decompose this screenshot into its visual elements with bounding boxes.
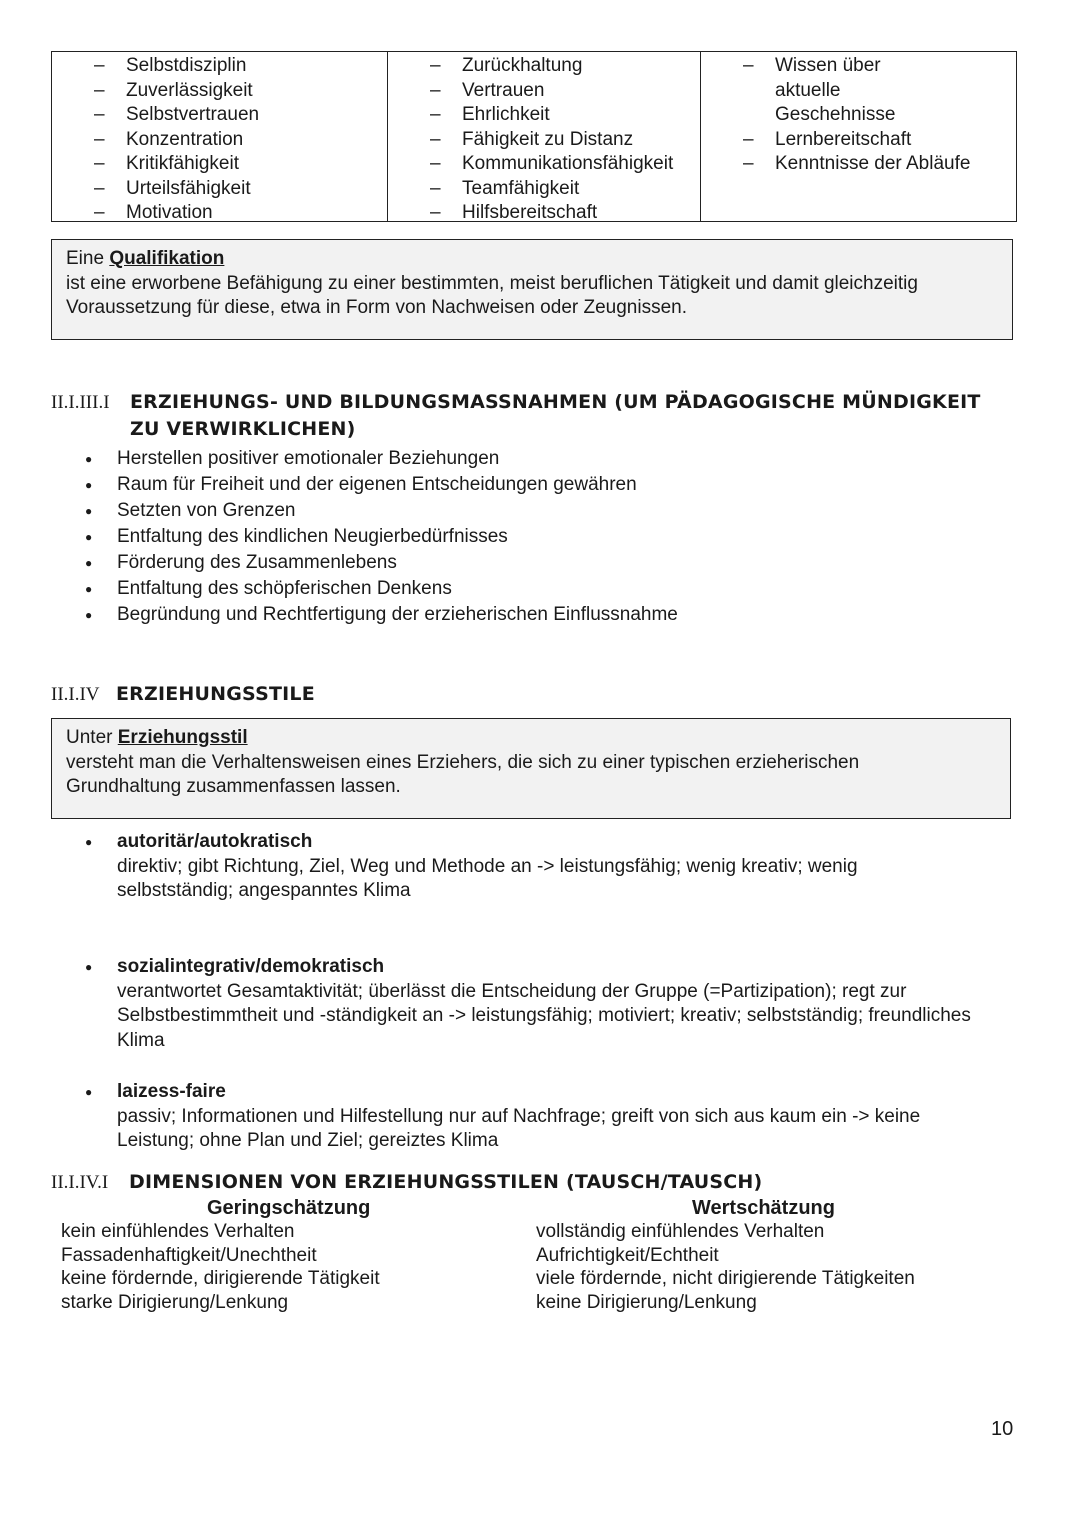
list-item: ● Herstellen positiver emotionaler Beziehungen	[51, 446, 951, 472]
list-item: ● Entfaltung des kindlichen Neugierbedürfnisses	[51, 524, 951, 550]
erziehungsstil-definition-box	[51, 718, 1011, 819]
dimension-item: vollständig einfühlendes Verhalten	[536, 1221, 825, 1242]
list-item: – Vertrauen	[388, 79, 700, 104]
list-item: – Lernbereitschaft	[701, 128, 951, 153]
list-item: – Konzentration	[52, 128, 387, 153]
skills-column-social	[388, 52, 701, 221]
list-item: ● Setzten von Grenzen	[51, 498, 951, 524]
definition-term: Qualifikation	[109, 248, 225, 269]
qualifikation-definition-box	[51, 239, 1013, 340]
dimension-item: starke Dirigierung/Lenkung	[61, 1291, 289, 1313]
style-name: laizess-faire	[117, 1081, 226, 1102]
list-item: – Ehrlichkeit	[388, 103, 700, 128]
style-item-laissez-faire	[51, 1080, 1031, 1154]
style-name: autoritär/autokratisch	[117, 831, 313, 852]
section-heading-massnahmen	[51, 389, 1011, 443]
list-item: – Selbstdisziplin	[52, 54, 387, 79]
definition-prefix: Eine	[66, 248, 110, 269]
dash-list	[701, 54, 971, 177]
list-item: – Zurückhaltung	[388, 54, 700, 79]
list-item: – Zuverlässigkeit	[52, 79, 387, 104]
bullet-icon: ●	[85, 835, 93, 849]
section-title: ERZIEHUNGS- UND BILDUNGSMASSNAHMEN (UM PÄDAGOGISCHE MÜNDIGKEIT ZU VERWIRKLICHEN)	[130, 391, 981, 440]
list-item: – Kommunikationsfähigkeit	[388, 152, 700, 177]
list-item: – Fähigkeit zu Distanz	[388, 128, 700, 153]
section-number: II.I.III.I	[51, 392, 110, 413]
dimension-item: Aufrichtigkeit/Echtheit	[536, 1244, 719, 1266]
style-item-autoritaer	[51, 830, 1031, 904]
dimension-column-right	[536, 1220, 915, 1314]
dimension-head-right: Wertschätzung	[692, 1197, 835, 1219]
definition-text: ist eine erworbene Befähigung zu einer bestimmten, meist beruflichen Tätigkeit und damit gleichzeitig Voraussetzung für diese, etwa in Form von Nachweisen oder Zeugnissen.	[66, 272, 918, 318]
list-item: – Motivation	[52, 201, 387, 226]
style-description: direktiv; gibt Richtung, Ziel, Weg und Methode an -> leistungsfähig; wenig kreativ; wenig selbstständig; angespanntes Klima	[117, 855, 858, 901]
section-heading-erziehungsstile	[51, 681, 315, 708]
list-item: ● Raum für Freiheit und der eigenen Entscheidungen gewähren	[51, 472, 951, 498]
bullet-icon: ●	[85, 1085, 93, 1099]
list-item: – Urteilsfähigkeit	[52, 177, 387, 202]
list-item: ● Begründung und Rechtfertigung der erzieherischen Einflussnahme	[51, 602, 951, 628]
section-number: II.I.IV.I	[51, 1172, 109, 1193]
dimension-column-left	[61, 1220, 380, 1314]
dimension-item: Fassadenhaftigkeit/Unechtheit	[61, 1244, 317, 1266]
dash-list	[388, 54, 700, 226]
section-number: II.I.IV	[51, 684, 100, 705]
list-item: – Selbstvertrauen	[52, 103, 387, 128]
section-title: ERZIEHUNGSSTILE	[116, 683, 315, 705]
style-name: sozialintegrativ/demokratisch	[117, 956, 385, 977]
bullet-icon: ●	[85, 960, 93, 974]
list-item: – Hilfsbereitschaft	[388, 201, 700, 226]
list-item: – Kritikfähigkeit	[52, 152, 387, 177]
dimension-head-left: Geringschätzung	[207, 1197, 371, 1219]
definition-text: versteht man die Verhaltensweisen eines Erziehers, die sich zu einer typischen erzieherischen Grundhaltung zusammenfassen lassen.	[66, 751, 860, 797]
dash-list	[52, 54, 387, 226]
list-item: – Wissen über aktuelle Geschehnisse	[701, 54, 951, 128]
section-title: DIMENSIONEN VON ERZIEHUNGSSTILEN (TAUSCH/TAUSCH)	[129, 1171, 763, 1193]
list-item: – Teamfähigkeit	[388, 177, 700, 202]
dimension-item: kein einfühlendes Verhalten	[61, 1221, 295, 1242]
definition-term: Erziehungsstil	[117, 727, 248, 748]
dimension-item: keine Dirigierung/Lenkung	[536, 1291, 757, 1313]
skills-column-professional	[701, 52, 1016, 221]
skills-column-personal	[52, 52, 388, 221]
dimension-item: keine fördernde, dirigierende Tätigkeit	[61, 1268, 380, 1289]
section-heading-dimensionen	[51, 1169, 762, 1196]
list-item: ● Förderung des Zusammenlebens	[51, 550, 951, 576]
style-item-sozialintegrativ	[51, 955, 1031, 1053]
list-item: ● Entfaltung des schöpferischen Denkens	[51, 576, 951, 602]
dimension-item: viele fördernde, nicht dirigierende Tätigkeiten	[536, 1268, 915, 1289]
page-number: 10	[991, 1418, 1014, 1440]
style-description: verantwortet Gesamtaktivität; überlässt die Entscheidung der Gruppe (=Partizipation); regt zur Selbstbestimmtheit und -ständigkeit an -> leistungsfähig; motiviert; kreativ; selbstständig; freundliches Klima	[117, 980, 971, 1051]
massnahmen-list	[51, 446, 951, 628]
skills-table	[51, 51, 1017, 222]
style-description: passiv; Informationen und Hilfestellung nur auf Nachfrage; greift von sich aus kaum ein -> keine Leistung; ohne Plan und Ziel; gereiztes Klima	[117, 1105, 921, 1151]
definition-prefix: Unter	[66, 727, 118, 748]
list-item: – Kenntnisse der Abläufe	[701, 152, 1015, 177]
